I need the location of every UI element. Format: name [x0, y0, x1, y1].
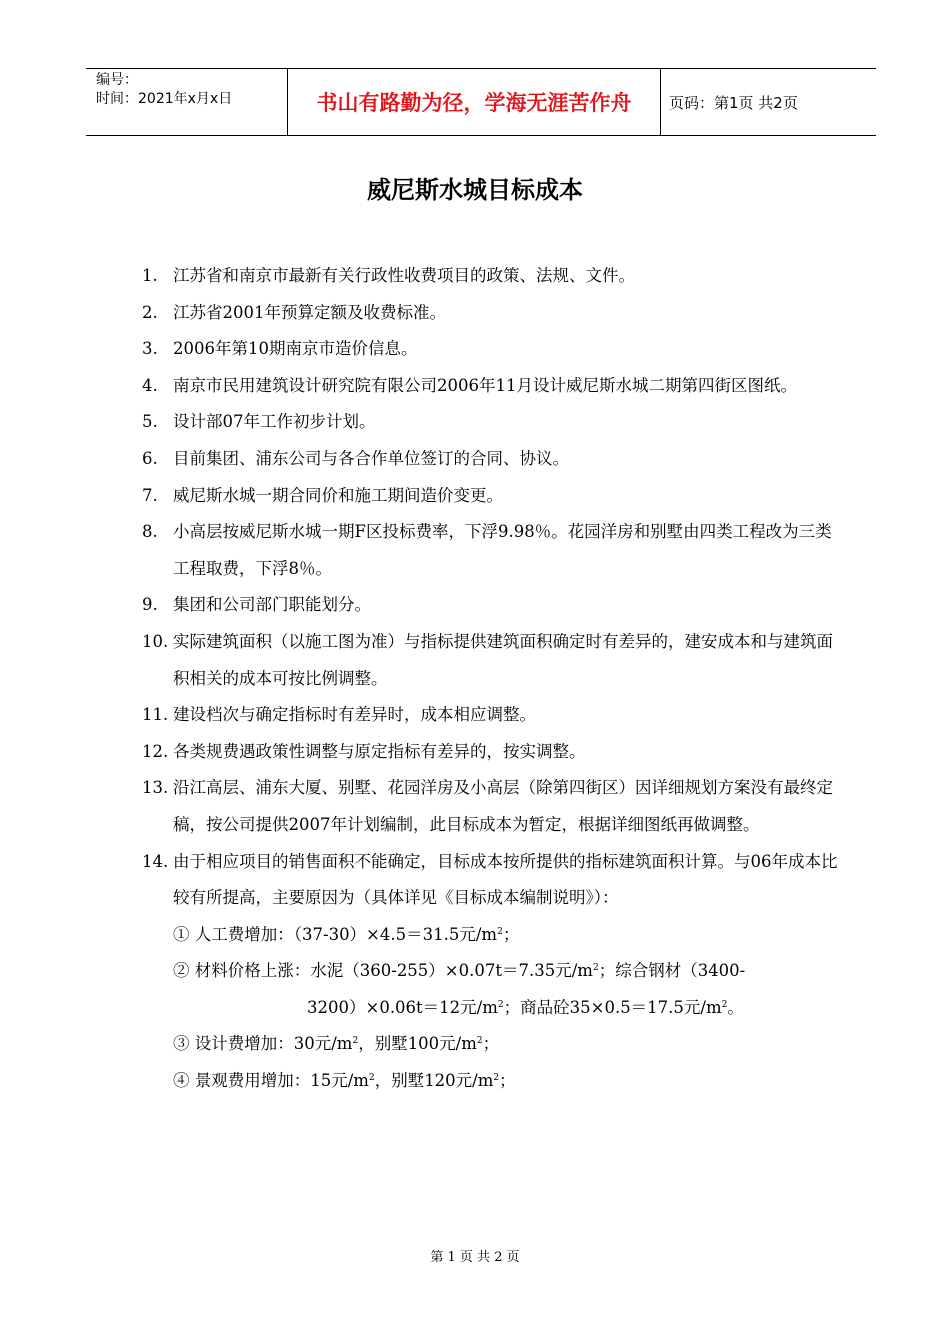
basis-list [142, 258, 842, 1100]
item-text: 南京市民用建筑设计研究院有限公司2006年11月设计威尼斯水城二期第四街区图纸。 [173, 375, 797, 395]
item-number: 5. [142, 412, 158, 432]
list-item [142, 624, 842, 697]
item-number: 10. [142, 631, 169, 651]
item-number: 9. [142, 595, 158, 615]
list-item [142, 404, 842, 441]
reason-design-fee: ③ 设计费增加：30元$/m^2$，别墅100元$/m^2$； [173, 1034, 500, 1054]
item-number: 12. [142, 741, 169, 761]
item-number: 3. [142, 339, 158, 359]
list-item [142, 441, 842, 478]
list-item [142, 258, 842, 295]
item-number: 14. [142, 851, 169, 871]
list-item [142, 478, 842, 515]
reason-labor: ① 人工费增加：（37-30）×4.5＝31.5元$/m^2$； [173, 924, 520, 944]
list-item [142, 844, 842, 917]
reason-landscape-fee: ④ 景观费用增加：15元$/m^2$，别墅120元$/m^2$； [173, 1071, 516, 1091]
item-text: 由于相应项目的销售面积不能确定，目标成本按所提供的指标建筑面积计算。与06年成本比较有所提高，主要原因为（具体详见《目标成本编制说明》）： [173, 851, 838, 908]
item-text: 各类规费遇政策性调整与原定指标有差异的，按实调整。 [173, 741, 586, 761]
item-number: 11. [142, 705, 169, 725]
list-item [142, 697, 842, 734]
item-text: 建设档次与确定指标时有差异时，成本相应调整。 [173, 705, 536, 725]
item-text: 设计部07年工作初步计划。 [173, 412, 376, 432]
item-text: 沿江高层、浦东大厦、别墅、花园洋房及小高层（除第四街区）因详细规划方案没有最终定稿，按公司提供2007年计划编制，此目标成本为暂定，根据详细图纸再做调整。 [173, 778, 833, 834]
item-number: 6. [142, 448, 158, 468]
item-text: 目前集团、浦东公司与各合作单位签订的合同、协议。 [173, 448, 569, 468]
item-number: 2. [142, 302, 158, 322]
item-number: 4. [142, 375, 158, 395]
list-item [142, 514, 842, 587]
header-page-label: 页码：第1页 共2页 [669, 93, 798, 112]
header-slogan: 书山有路勤为径，学海无涯苦作舟 [288, 69, 661, 135]
page-footer: 第 1 页 共 2 页 [430, 1250, 520, 1265]
document-title: 威尼斯水城目标成本 [367, 176, 583, 204]
list-item [142, 587, 842, 624]
item-text: 实际建筑面积（以施工图为准）与指标提供建筑面积确定时有差异的，建安成本和与建筑面积相关的成本可按比例调整。 [173, 631, 833, 688]
time-label: 时间：2021年x月x日 [96, 91, 233, 107]
item-number: 8. [142, 522, 158, 542]
reason-materials: ② 材料价格上涨：水泥（360-255）×0.07t＝7.35元$/m^2$；综合钢材（3400- [173, 961, 746, 981]
list-item [142, 368, 842, 405]
item-text: 集团和公司部门职能划分。 [173, 595, 371, 615]
list-item [142, 734, 842, 771]
list-item [142, 770, 842, 843]
list-item [142, 331, 842, 368]
header-meta-cell [86, 69, 288, 135]
list-item [142, 295, 842, 332]
item-number: 7. [142, 485, 158, 505]
item-text: 江苏省2001年预算定额及收费标准。 [173, 302, 446, 322]
item-text: 小高层按威尼斯水城一期F区投标费率，下浮9.98％。花园洋房和别墅由四类工程改为三类工程取费，下浮8％。 [173, 522, 832, 578]
item-number: 13. [142, 778, 169, 798]
reason-materials-continued: 3200）×0.06t＝12元$/m^2$；商品砼35×0.5＝17.5元$/m^2$。 [307, 997, 744, 1017]
item-text: 2006年第10期南京市造价信息。 [173, 339, 418, 359]
item-number: 1. [142, 266, 158, 285]
cost-increase-reasons [142, 917, 842, 1100]
number-label: 编号： [96, 72, 138, 88]
item-text: 威尼斯水城一期合同价和施工期间造价变更。 [173, 485, 503, 505]
header-table [86, 68, 876, 136]
item-text: 江苏省和南京市最新有关行政性收费项目的政策、法规、文件。 [173, 266, 635, 285]
